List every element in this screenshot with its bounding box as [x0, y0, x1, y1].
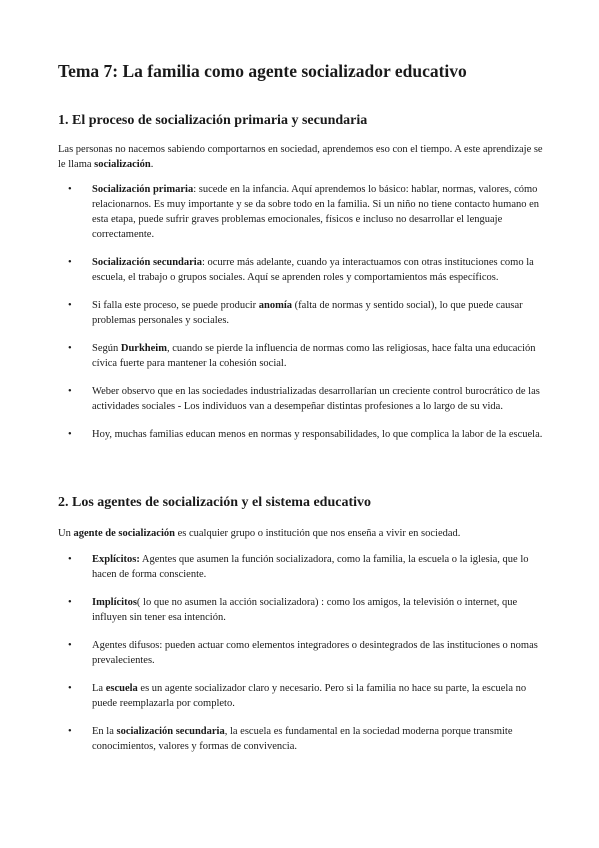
- item-prefix: En la: [92, 726, 117, 737]
- list-item: [58, 724, 548, 754]
- item-text: ( lo que no asumen la acción socializadora) : como los amigos, la televisión o internet, que influyen sin tener esa intención.: [92, 597, 518, 623]
- item-text: : ocurre más adelante, cuando ya interactuamos con otras instituciones como la escuela, el trabajo o grupos sociales. Aquí se aprenden roles y comportamientos más específicos.: [92, 257, 534, 283]
- item-prefix: La: [92, 683, 106, 694]
- item-text: Agentes que asumen la función socializadora, como la familia, la escuela o la iglesia, que lo hacen de forma consciente.: [92, 554, 529, 580]
- item-prefix: Si falla este proceso, se puede producir: [92, 300, 259, 311]
- item-text: Hoy, muchas familias educan menos en normas y responsabilidades, lo que complica la labor de la escuela.: [92, 429, 543, 440]
- item-text: : sucede en la infancia. Aquí aprendemos lo básico: hablar, normas, valores, cómo relacionarnos. Es muy importante y se da sobre todo en la familia. Si un niño no tiene contacto humano en esta etapa, puede sufrir graves problemas emocionales, físicos e incluso no desarrollar el lenguaje correctamente.: [92, 184, 540, 240]
- bold-term: Socialización primaria: [92, 184, 194, 195]
- bold-term: Socialización secundaria: [92, 257, 202, 268]
- list-item: [58, 427, 548, 442]
- item-text: (falta de normas y sentido social), lo que puede causar problemas personales y sociales.: [92, 300, 523, 326]
- section-2-list: [58, 552, 548, 767]
- item-text: , la escuela es fundamental en la sociedad moderna porque transmite conocimientos, valores y formas de convivencia.: [92, 726, 513, 752]
- list-item: [58, 255, 548, 285]
- intro-text: Las personas no nacemos sabiendo comportarnos en sociedad, aprendemos eso con el tiempo. A este aprendizaje se le llama: [58, 144, 543, 170]
- bold-term: socialización secundaria: [116, 726, 225, 737]
- bold-term: Implícitos: [92, 597, 137, 608]
- bullet-icon: •: [68, 597, 72, 608]
- item-prefix: Según: [92, 343, 121, 354]
- page-title: Tema 7: La familia como agente socializador educativo: [58, 61, 467, 81]
- bullet-icon: •: [68, 184, 72, 195]
- list-item: [58, 384, 548, 414]
- section-1-list: [58, 182, 548, 455]
- bullet-icon: •: [68, 554, 72, 565]
- bullet-icon: •: [68, 429, 72, 440]
- list-item: [58, 341, 548, 371]
- bold-term: Durkheim: [120, 343, 167, 354]
- bullet-icon: •: [68, 300, 72, 311]
- list-item: [58, 182, 548, 242]
- item-text: Weber observo que en las sociedades industrializadas desarrollarían un creciente control burocrático de las actividades sociales - Los individuos van a desempeñar distintas profesiones a lo largo de su vida.: [92, 386, 540, 412]
- section-1-heading: 1. El proceso de socialización primaria y secundaria: [58, 113, 368, 128]
- section-2-intro: [58, 526, 548, 541]
- section-1-intro: [58, 142, 548, 172]
- bullet-icon: •: [68, 640, 72, 651]
- item-text: es un agente socializador claro y necesario. Pero si la familia no hace su parte, la escuela no puede reemplazarla por completo.: [92, 683, 527, 709]
- intro-text: Un: [58, 528, 74, 539]
- list-item: [58, 595, 548, 625]
- bold-term: escuela: [105, 683, 138, 694]
- bullet-icon: •: [68, 343, 72, 354]
- list-item: [58, 681, 548, 711]
- section-2-heading: 2. Los agentes de socialización y el sistema educativo: [58, 495, 372, 510]
- intro-text-end: .: [150, 159, 154, 170]
- intro-bold-term: agente de socialización: [73, 528, 175, 539]
- item-text: , cuando se pierde la influencia de normas como las religiosas, hace falta una educación cívica fuerte para mantener la cohesión social.: [92, 343, 536, 369]
- list-item: [58, 298, 548, 328]
- bullet-icon: •: [68, 257, 72, 268]
- bullet-icon: •: [68, 386, 72, 397]
- intro-text-end: es cualquier grupo o institución que nos enseña a vivir en sociedad.: [174, 528, 461, 539]
- list-item: [58, 638, 548, 668]
- bullet-icon: •: [68, 726, 72, 737]
- bullet-icon: •: [68, 683, 72, 694]
- list-item: [58, 552, 548, 582]
- bold-term: anomía: [258, 300, 293, 311]
- bold-term: Explícitos:: [92, 554, 140, 565]
- item-text: Agentes difusos: pueden actuar como elementos integradores o desintegrados de las instituciones o nomas prevalecientes.: [92, 640, 538, 666]
- intro-bold-term: socialización: [94, 159, 151, 170]
